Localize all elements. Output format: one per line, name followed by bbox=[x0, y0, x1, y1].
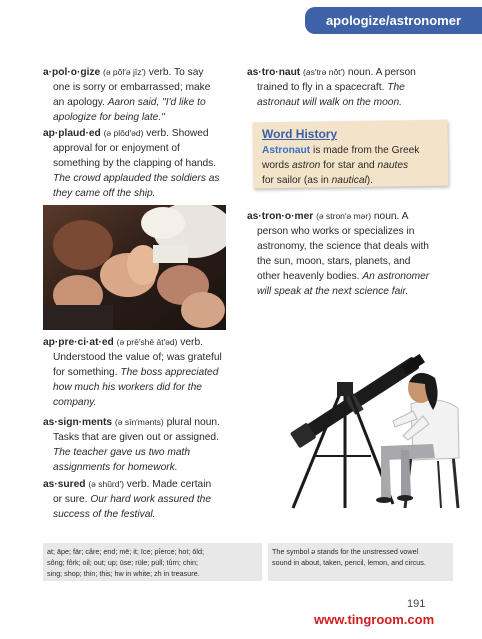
headword: as·sign·ments bbox=[43, 417, 113, 428]
example-sentence: how much his workers did for the bbox=[53, 382, 202, 393]
word-history-term: nautical bbox=[331, 175, 367, 186]
guide-words: apologize/astronomer bbox=[325, 13, 462, 28]
page-header-tab bbox=[305, 7, 482, 34]
definition-text: something by the clapping of hands. bbox=[53, 158, 217, 169]
definition-text: verb. To say bbox=[148, 67, 204, 78]
word-history-title: Word History bbox=[262, 127, 338, 141]
headword: as·tron·o·mer bbox=[247, 211, 314, 222]
pronunciation-key-line: sông; fôrk; oil; out; up; ūse; rüle; pu̇ll; tûrn; chin; bbox=[47, 558, 199, 567]
telescope-illustration bbox=[253, 286, 473, 511]
example-sentence: they came off the ship. bbox=[53, 188, 156, 199]
word-history-text: for sailor (as in bbox=[262, 175, 332, 186]
example-sentence: success of the festival. bbox=[53, 509, 156, 520]
definition-text: Understood the value of; was grateful bbox=[53, 352, 222, 363]
entry-astronaut bbox=[247, 65, 416, 110]
pronunciation-key bbox=[43, 543, 262, 581]
word-history-text: words bbox=[262, 160, 293, 171]
word-history-term: astron bbox=[292, 160, 321, 171]
applauding-crowd-photo bbox=[43, 205, 226, 330]
example-sentence: Aaron said, "I'd like to bbox=[107, 97, 206, 108]
pronunciation: (ə stron′ə mər) bbox=[316, 211, 372, 221]
word-history-body bbox=[262, 143, 419, 188]
definition-text: astronomy, the science that deals with bbox=[257, 241, 429, 252]
definition-text: noun. A bbox=[373, 211, 409, 222]
entry-assignments bbox=[43, 415, 220, 475]
example-sentence: apologize for being late." bbox=[53, 112, 165, 123]
example-sentence: astronaut will walk on the moon. bbox=[257, 97, 402, 108]
definition-text: the sun, moon, stars, planets, and bbox=[257, 256, 411, 267]
entry-apologize bbox=[43, 65, 210, 125]
definition-text: verb. Made certain bbox=[126, 479, 212, 490]
example-sentence: assignments for homework. bbox=[53, 462, 178, 473]
definition-text: trained to fly in a spacecraft. bbox=[257, 82, 388, 93]
word-history-keyword: Astronaut bbox=[262, 145, 311, 156]
definition-text: an apology. bbox=[53, 97, 108, 108]
definition-text: or sure. bbox=[53, 494, 91, 505]
definition-text: Tasks that are given out or assigned. bbox=[53, 432, 219, 443]
pronunciation: (ə prē′shē āt′əd) bbox=[116, 337, 178, 347]
definition-text: for something. bbox=[53, 367, 121, 378]
astronomer-telescope-photo bbox=[253, 286, 473, 511]
entry-assured bbox=[43, 477, 211, 522]
pronunciation-key-line: sing; shop; thin; this; hw in white; zh in treasure. bbox=[47, 569, 200, 578]
example-sentence: The boss appreciated bbox=[120, 367, 219, 378]
applause-illustration bbox=[43, 205, 226, 330]
definition-text: noun. A person bbox=[347, 67, 416, 78]
pronunciation: (ə plôd′əd) bbox=[103, 128, 144, 138]
headword: a·pol·o·gize bbox=[43, 67, 101, 78]
word-history-text: for star and bbox=[320, 160, 378, 171]
watermark-url[interactable]: www.tingroom.com bbox=[314, 612, 435, 627]
schwa-note bbox=[268, 543, 453, 581]
headword: ap·plaud·ed bbox=[43, 128, 101, 139]
schwa-note-line: The symbol ə stands for the unstressed vowel bbox=[272, 547, 419, 556]
pronunciation: (ə shŭrd′) bbox=[88, 479, 124, 489]
pronunciation: (ə sīn′mənts) bbox=[114, 417, 164, 427]
page-number: 191 bbox=[407, 598, 426, 610]
definition-text: verb. bbox=[180, 337, 203, 348]
headword: as·tro·naut bbox=[247, 67, 301, 78]
definition-text: plural noun. bbox=[166, 417, 220, 428]
example-sentence: The crowd applauded the soldiers as bbox=[53, 173, 220, 184]
example-sentence: The teacher gave us two math bbox=[53, 447, 191, 458]
entry-appreciated bbox=[43, 335, 222, 410]
pronunciation-key-line: at; āpe; fär; câre; end; mē; it; īce; pîerce; hot; ōld; bbox=[47, 547, 205, 556]
word-history-text: ). bbox=[366, 175, 373, 186]
example-sentence: Our hard work assured the bbox=[90, 494, 211, 505]
example-sentence: company. bbox=[53, 397, 97, 408]
entry-applauded bbox=[43, 126, 220, 201]
definition-text: one is sorry or embarrassed; make bbox=[53, 82, 211, 93]
word-history-text: is made from the Greek bbox=[310, 145, 420, 156]
headword: ap·pre·ci·at·ed bbox=[43, 337, 114, 348]
pronunciation: (ə pŏl′ə jīz′) bbox=[103, 67, 146, 77]
example-sentence: An astronomer bbox=[362, 271, 430, 282]
definition-text: other heavenly bodies. bbox=[257, 271, 363, 282]
example-sentence: will speak at the next science fair. bbox=[257, 286, 409, 297]
headword: as·sured bbox=[43, 479, 86, 490]
definition-text: verb. Showed bbox=[146, 128, 209, 139]
schwa-note-line: sound in about, taken, pencil, lemon, and circus. bbox=[272, 558, 426, 567]
definition-text: person who works or specializes in bbox=[257, 226, 415, 237]
definition-text: approval for or enjoyment of bbox=[53, 143, 180, 154]
example-sentence: The bbox=[387, 82, 405, 93]
word-history-term: nautes bbox=[377, 160, 409, 171]
pronunciation: (as′trə nôt′) bbox=[303, 67, 345, 77]
